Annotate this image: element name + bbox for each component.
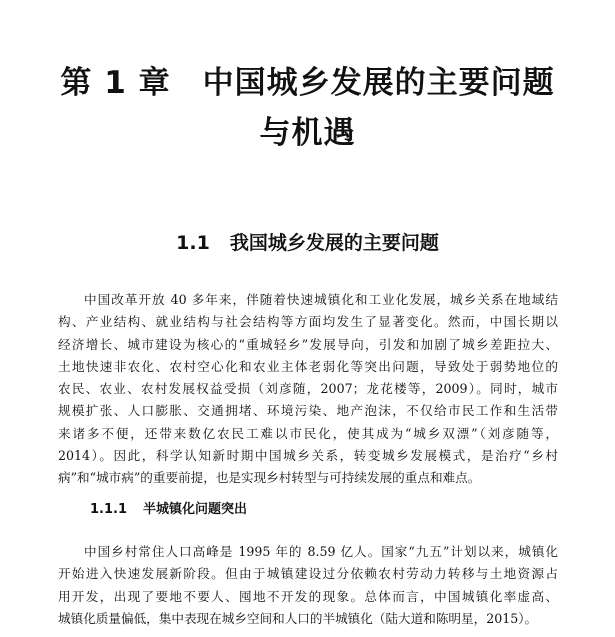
paragraph-line: 构、产业结构、就业结构与社会结构等方面均发生了显著变化。然而，中国长期以 <box>58 314 558 330</box>
paragraph-line: 病”和“城市病”的重要前提，也是实现乡村转型与可持续发展的重点和难点。 <box>58 470 481 486</box>
paragraph-line: 规模扩张、人口膨胀、交通拥堵、环境污染、地产泡沫，不仅给市民工作和生活带 <box>58 403 558 419</box>
subsection-number: 1.1.1 <box>90 502 128 517</box>
section-number: 1.1 <box>176 232 210 254</box>
section-heading <box>40 228 575 258</box>
paragraph-line: 开始进入快速发展新阶段。但由于城镇建设过分依赖农村劳动力转移与土地资源占 <box>58 566 558 582</box>
paragraph-line: 农民、农业、农村发展权益受损（刘彦随，2007；龙花楼等，2009）。同时，城市 <box>58 381 558 397</box>
paragraph-line: 来诸多不便，还带来数亿农民工难以市民化，使其成为“城乡双漂”（刘彦随等， <box>58 425 558 441</box>
chapter-title-line: 与机遇 <box>259 115 356 151</box>
body-paragraph <box>58 541 558 630</box>
paragraph-line: 中国乡村常住人口高峰是 1995 年的 8.59 亿人。国家“九五”计划以来，城镇化 <box>84 544 558 559</box>
paragraph-line: 经济增长、城市建设为核心的“重城轻乡”发展导向，引发和加剧了城乡差距拉大、 <box>58 336 558 352</box>
paragraph-line: 城镇化质量偏低，集中表现在城乡空间和人口的半城镇化（陆大道和陈明星，2015）。 <box>58 610 538 626</box>
chapter-title <box>40 58 575 158</box>
paragraph-line: 土地快速非农化、农村空心化和农业主体老弱化等突出问题，导致处于弱势地位的 <box>58 358 558 374</box>
paragraph-line: 2014）。因此，科学认知新时期中国城乡关系，转变城乡发展模式，是治疗“乡村 <box>58 448 558 464</box>
paragraph-line: 中国改革开放 40 多年来，伴随着快速城镇化和工业化发展，城乡关系在地域结 <box>84 292 558 307</box>
subsection-heading <box>90 500 247 520</box>
body-paragraph <box>58 289 558 490</box>
chapter-title-line: 第 1 章 中国城乡发展的主要问题 <box>60 65 555 101</box>
paragraph-line: 用开发，出现了要地不要人、囤地不开发的现象。总体而言，中国城镇化率虚高、 <box>58 588 558 604</box>
section-title-text: 我国城乡发展的主要问题 <box>229 232 439 254</box>
subsection-title-text: 半城镇化问题突出 <box>143 502 248 517</box>
